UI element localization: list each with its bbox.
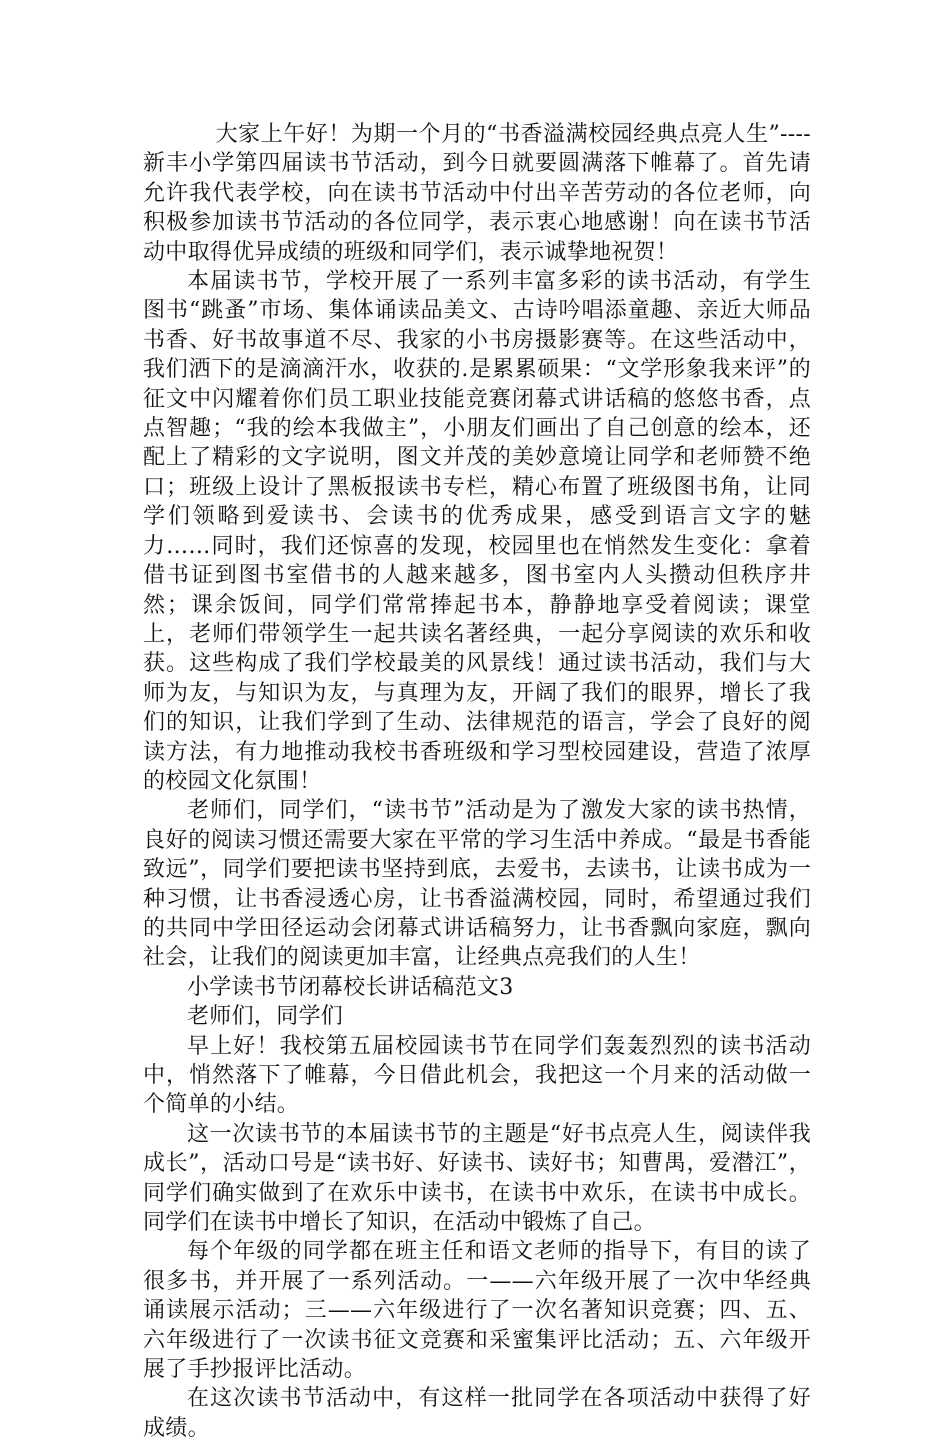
paragraph-opening: 大家上午好！为期一个月的“书香溢满校园经典点亮人生”----新丰小学第四届读书节活动，到今日就要圆满落下帷幕了。首先请允许我代表学校，向在读书节活动中付出辛苦劳动的各位老师，向积极参加读书节活动的各位同学，表示衷心地感谢！向在读书节活动中取得优异成绩的班级和同学们，表示诚挚地祝贺！ [143, 122, 811, 265]
paragraph-closing-wish: 老师们，同学们，“读书节”活动是为了激发大家的读书热情，良好的阅读习惯还需要大家在平常的学习生活中养成。“最是书香能致远”，同学们要把读书坚持到底，去爱书，去读书，让读书成为一种习惯，让书香浸透心房，让书香溢满校园，同时，希望通过我们的共同中学田径运动会闭幕式讲话稿努力，让书香飘向家庭，飘向社会，让我们的阅读更加丰富，让经典点亮我们的人生！ [143, 798, 811, 971]
greeting-line: 老师们，同学们 [187, 1004, 344, 1030]
paragraph-morning: 早上好！我校第五届校园读书节在同学们轰轰烈烈的读书活动中，悄然落下了帷幕，今日借此机会，我把这一个月来的活动做一个简单的小结。 [143, 1033, 811, 1118]
document-page [143, 120, 811, 1443]
paragraph-theme: 这一次读书节的本届读书节的主题是“好书点亮人生，阅读伴我成长”，活动口号是“读书好、好读书、读好书；知曹禺，爱潜江”，同学们确实做到了在欢乐中读书，在读书中欢乐，在读书中成长。同学们在读书中增长了知识，在活动中锻炼了自己。 [143, 1121, 811, 1236]
section-heading: 小学读书节闭幕校长讲话稿范文3 [187, 974, 514, 1000]
paragraph-activities: 本届读书节，学校开展了一系列丰富多彩的读书活动，有学生图书“跳蚤”市场、集体诵读品美文、古诗吟唱添童趣、亲近大师品书香、好书故事道不尽、我家的小书房摄影赛等。在这些活动中，我们洒下的是滴滴汗水，收获的.是累累硕果：“文学形象我来评”的征文中闪耀着你们员工职业技能竞赛闭幕式讲话稿的悠悠书香，点点智趣；“我的绘本我做主”，小朋友们画出了自己创意的绘本，还配上了精彩的文字说明，图文并茂的美妙意境让同学和老师赞不绝口；班级上设计了黑板报读书专栏，精心布置了班级图书角，让同学们领略到爱读书、会读书的优秀成果，感受到语言文字的魅力……同时，我们还惊喜的发现，校园里也在悄然发生变化：拿着借书证到图书室借书的人越来越多，图书室内人头攒动但秩序井然；课余饭间，同学们常常捧起书本，静静地享受着阅读；课堂上，老师们带领学生一起共读名著经典，一起分享阅读的欢乐和收获。这些构成了我们学校最美的风景线！通过读书活动，我们与大师为友，与知识为友，与真理为友，开阔了我们的眼界，增长了我们的知识，让我们学到了生动、法律规范的语言，学会了良好的阅读方法，有力地推动我校书香班级和学习型校园建设，营造了浓厚的校园文化氛围！ [143, 269, 811, 794]
paragraph-achievements: 在这次读书节活动中，有这样一批同学在各项活动中获得了好成绩。 [143, 1386, 811, 1441]
paragraph-grades: 每个年级的同学都在班主任和语文老师的指导下，有目的读了很多书，并开展了一系列活动。一——六年级开展了一次中华经典诵读展示活动；三——六年级进行了一次名著知识竞赛；四、五、六年级进行了一次读书征文竞赛和采蜜集评比活动；五、六年级开展了手抄报评比活动。 [143, 1239, 811, 1383]
